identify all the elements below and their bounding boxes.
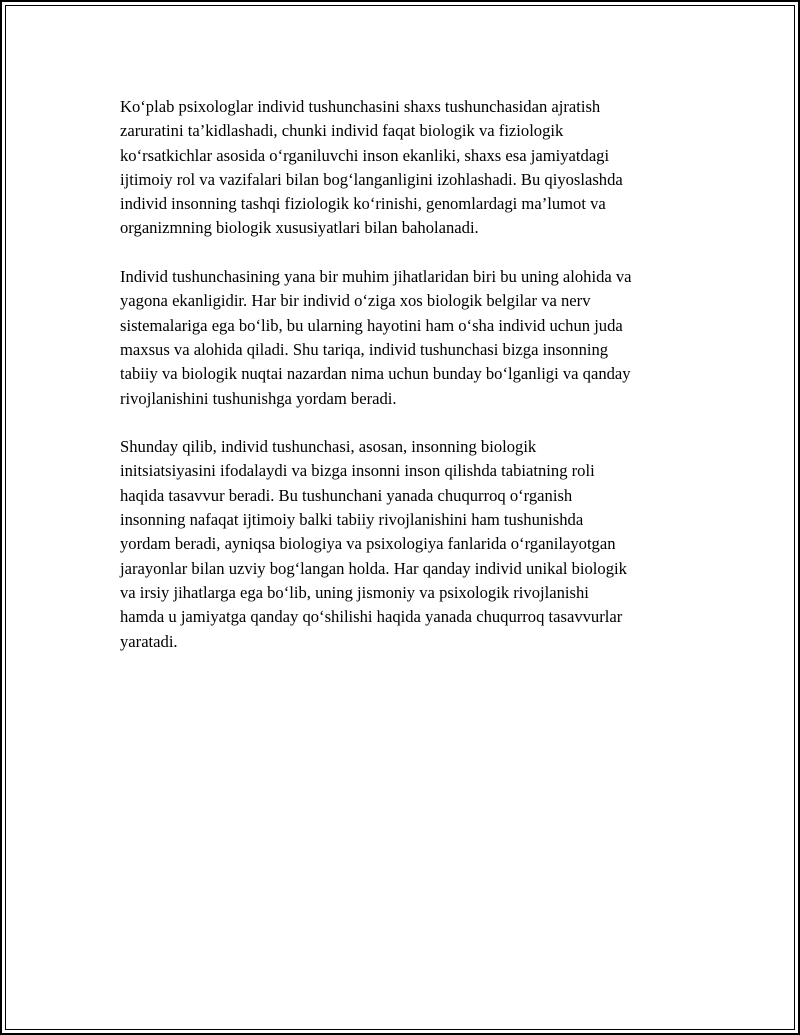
paragraph-1: Ko‘plab psixologlar individ tushunchasini shaxs tushunchasidan ajratish zaruratini ta’kidlashadi, chunki individ faqat biologik va fiziologik ko‘rsatkichlar asosida o‘rganiluvchi inson ekanliki, shaxs esa jamiyatdagi ijtimoiy rol va vazifalari bilan bog‘langanligini izohlashadi. Bu qiyoslashda individ insonning tashqi fiziologik ko‘rinishi, genomlardagi ma’lumot va organizmning biologik xususiyatlari bilan baholanadi. [120, 97, 623, 238]
document-body [120, 95, 700, 678]
paragraph-2: Individ tushunchasining yana bir muhim jihatlaridan biri bu uning alohida va yagona ekanligidir. Har bir individ o‘ziga xos biologik belgilar va nerv sistemalariga ega bo‘lib, bu ularning hayotini ham o‘sha individ uchun juda maxsus va alohida qiladi. Shu tariqa, individ tushunchasi bizga insonning tabiiy va biologik nuqtai nazardan nima uchun bunday bo‘lganligi va qanday rivojlanishini tushunishga yordam beradi. [120, 267, 632, 408]
paragraph-3: Shunday qilib, individ tushunchasi, asosan, insonning biologik initsiatsiyasini ifodalaydi va bizga insonni inson qilishda tabiatning roli haqida tasavvur beradi. Bu tushunchani yanada chuqurroq o‘rganish insonning nafaqat ijtimoiy balki tabiiy rivojlanishini ham tushunishda yordam beradi, ayniqsa biologiya va psixologiya fanlarida o‘rganilayotgan jarayonlar bilan uzviy bog‘langan holda. Har qanday individ unikal biologik va irsiy jihatlarga ega bo‘lib, uning jismoniy va psixologik rivojlanishi hamda u jamiyatga qanday qo‘shilishi haqida yanada chuqurroq tasavvurlar yaratadi. [120, 437, 627, 651]
